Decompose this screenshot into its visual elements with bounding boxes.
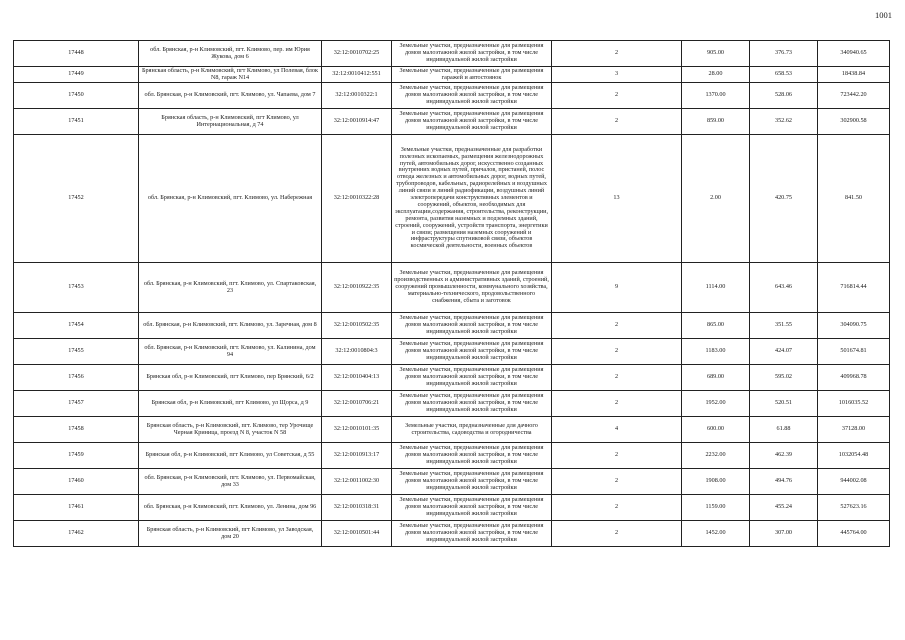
cell-group: 2 (552, 521, 682, 547)
cell-unit-value: 420.75 (750, 135, 818, 263)
cell-area: 2.00 (682, 135, 750, 263)
cell-unit-value: 595.02 (750, 365, 818, 391)
cell-unit-value: 643.46 (750, 263, 818, 313)
cell-cadastral-value: 841.50 (818, 135, 890, 263)
table-row (14, 495, 890, 521)
cell-cadastral-value: 1032054.48 (818, 443, 890, 469)
cell-cadastral-number: 32:12:0010913:17 (322, 443, 392, 469)
cell-number: 17459 (14, 443, 139, 469)
cell-purpose: Земельные участки, предназначенные для размещения домов малоэтажной жилой застройки, в том числе индивидуальной жилой застройки (392, 443, 552, 469)
table-row (14, 263, 890, 313)
cell-cadastral-value: 716814.44 (818, 263, 890, 313)
cell-group: 2 (552, 443, 682, 469)
table-row (14, 391, 890, 417)
cell-address: Брянская область, р-н Климовский, пгт. Климово, тер Урочище Черная Криница, проезд N 8, участок N 58 (139, 417, 322, 443)
cell-cadastral-number: 32:12:0010702:25 (322, 41, 392, 67)
cell-area: 859.00 (682, 109, 750, 135)
cell-purpose: Земельные участки, предназначенные для размещения домов малоэтажной жилой застройки, в том числе индивидуальной жилой застройки (392, 339, 552, 365)
cell-number: 17458 (14, 417, 139, 443)
cell-area: 905.00 (682, 41, 750, 67)
cell-unit-value: 528.06 (750, 83, 818, 109)
cell-area: 1183.00 (682, 339, 750, 365)
cell-purpose: Земельные участки, предназначенные для размещения домов малоэтажной жилой застройки, в том числе индивидуальной жилой застройки (392, 109, 552, 135)
cell-number: 17455 (14, 339, 139, 365)
cell-cadastral-number: 32:12:0010404:13 (322, 365, 392, 391)
cell-address: обл. Брянская, р-н Климовский, пгт. Климово, ул. Спартаковская, 23 (139, 263, 322, 313)
cell-number: 17451 (14, 109, 139, 135)
cell-address: обл. Брянская, р-н Климовский, пгт. Климово, ул. Калинина, дом 94 (139, 339, 322, 365)
table-row (14, 67, 890, 83)
cell-cadastral-value: 340940.65 (818, 41, 890, 67)
cell-number: 17456 (14, 365, 139, 391)
cell-address: Брянская область, р-н Климовский, пгт Климово, ул Заводская, дом 20 (139, 521, 322, 547)
cell-group: 9 (552, 263, 682, 313)
cell-area: 600.00 (682, 417, 750, 443)
cell-group: 2 (552, 495, 682, 521)
cell-cadastral-number: 32:12:0010322:1 (322, 83, 392, 109)
cell-unit-value: 455.24 (750, 495, 818, 521)
cell-address: обл. Брянская, р-н Климовский, пгт. Климово, ул. Заречная, дом 8 (139, 313, 322, 339)
cell-purpose: Земельные участки, предназначенные для размещения домов малоэтажной жилой застройки, в том числе индивидуальной жилой застройки (392, 469, 552, 495)
table-body (14, 41, 890, 547)
cell-purpose: Земельные участки, предназначенные для размещения производственных и административных зданий, строений, сооружений промышленности, коммунального хозяйства, материально-технического, продовольственного снабжения, сбыта и заготовок (392, 263, 552, 313)
cell-cadastral-number: 32:12:0010101:35 (322, 417, 392, 443)
cell-purpose: Земельные участки, предназначенные для размещения домов малоэтажной жилой застройки, в том числе индивидуальной жилой застройки (392, 391, 552, 417)
page-number: 1001 (875, 10, 892, 20)
table-row (14, 521, 890, 547)
table-row (14, 469, 890, 495)
cell-group: 3 (552, 67, 682, 83)
cell-unit-value: 424.07 (750, 339, 818, 365)
cell-cadastral-number: 32:12:0010322:28 (322, 135, 392, 263)
table-row (14, 339, 890, 365)
cell-number: 17452 (14, 135, 139, 263)
cell-cadastral-value: 723442.20 (818, 83, 890, 109)
cell-purpose: Земельные участки, предназначенные для дачного строительства, садоводства и огородничества (392, 417, 552, 443)
cell-number: 17461 (14, 495, 139, 521)
cell-unit-value: 658.53 (750, 67, 818, 83)
cell-cadastral-value: 18438.84 (818, 67, 890, 83)
cell-unit-value: 352.62 (750, 109, 818, 135)
cell-purpose: Земельные участки, предназначенные для размещения домов малоэтажной жилой застройки, в том числе индивидуальной жилой застройки (392, 521, 552, 547)
cell-unit-value: 520.51 (750, 391, 818, 417)
cell-group: 2 (552, 365, 682, 391)
cell-area: 2232.00 (682, 443, 750, 469)
cell-purpose: Земельные участки, предназначенные для разработки полезных ископаемых, размещения железнодорожных путей, автомобильных дорог, искусственно созданных внутренних водных путей, причалов, пристаней, полос отвода железных и автомобильных дорог, водных путей, трубопроводов, кабельных, радиорелейных и воздушных линий связи и линий радиофикации, воздушных линий электропередачи конструктивных элементов и сооружений, объектов, необходимых для эксплуатации,содержания, строительства, реконструкции, ремонта, развития наземных и подземных зданий, строений, сооружений, устройств транспорта, энергетики и связи; размещения наземных сооружений и инфраструктуры спутниковой связи, объектов космической деятельности, военных объектов (392, 135, 552, 263)
cell-cadastral-number: 32:12:0010318:31 (322, 495, 392, 521)
table-row (14, 313, 890, 339)
cell-purpose: Земельные участки, предназначенные для размещения домов малоэтажной жилой застройки, в том числе индивидуальной жилой застройки (392, 365, 552, 391)
table-row (14, 417, 890, 443)
cell-group: 2 (552, 469, 682, 495)
cell-cadastral-value: 37128.00 (818, 417, 890, 443)
cell-area: 28.00 (682, 67, 750, 83)
cell-unit-value: 494.76 (750, 469, 818, 495)
cell-address: Брянская обл, р-н Климовский, пгт Климово, пер Брянский, 6/2 (139, 365, 322, 391)
cell-number: 17450 (14, 83, 139, 109)
cell-group: 4 (552, 417, 682, 443)
cell-area: 1114.00 (682, 263, 750, 313)
cell-address: обл. Брянская, р-н Климовский, пгт. Климово, ул. Ленина, дом 96 (139, 495, 322, 521)
cell-group: 2 (552, 83, 682, 109)
cell-number: 17462 (14, 521, 139, 547)
cell-area: 1452.00 (682, 521, 750, 547)
cell-cadastral-number: 32:12:0010914:47 (322, 109, 392, 135)
cell-purpose: Земельные участки, предназначенные для размещения домов малоэтажной жилой застройки, в том числе индивидуальной жилой застройки (392, 41, 552, 67)
cell-cadastral-number: 32:12:0010412:551 (322, 67, 392, 83)
cell-cadastral-number: 32:12:0010501:44 (322, 521, 392, 547)
cell-purpose: Земельные участки, предназначенные для размещения домов малоэтажной жилой застройки, в том числе индивидуальной жилой застройки (392, 83, 552, 109)
cell-address: обл. Брянская, р-н Климовский, пгт. Климово, ул. Чапаева, дом 7 (139, 83, 322, 109)
table-row (14, 83, 890, 109)
cell-group: 2 (552, 313, 682, 339)
cell-purpose: Земельные участки, предназначенные для размещения домов малоэтажной жилой застройки, в том числе индивидуальной жилой застройки (392, 313, 552, 339)
cell-cadastral-value: 409968.78 (818, 365, 890, 391)
table-row (14, 41, 890, 67)
cell-number: 17453 (14, 263, 139, 313)
cell-group: 2 (552, 391, 682, 417)
cell-cadastral-number: 32:12:0011002:30 (322, 469, 392, 495)
cell-cadastral-value: 527623.16 (818, 495, 890, 521)
cell-address: Брянская область, р-н Климовский, пгт Климово, ул Полевая, блок N8, гараж N14 (139, 67, 322, 83)
cell-purpose: Земельные участки, предназначенные для размещения гаражей и автостоянок (392, 67, 552, 83)
cell-group: 2 (552, 109, 682, 135)
land-plots-table (13, 40, 890, 547)
table-row (14, 135, 890, 263)
cell-area: 865.00 (682, 313, 750, 339)
cell-cadastral-value: 1016035.52 (818, 391, 890, 417)
cell-number: 17454 (14, 313, 139, 339)
cell-unit-value: 351.55 (750, 313, 818, 339)
cell-area: 1370.00 (682, 83, 750, 109)
cell-area: 1159.00 (682, 495, 750, 521)
table-row (14, 443, 890, 469)
cell-cadastral-value: 501674.81 (818, 339, 890, 365)
cell-area: 689.00 (682, 365, 750, 391)
cell-group: 2 (552, 339, 682, 365)
cell-number: 17457 (14, 391, 139, 417)
cell-number: 17448 (14, 41, 139, 67)
cell-number: 17460 (14, 469, 139, 495)
cell-unit-value: 307.00 (750, 521, 818, 547)
cell-number: 17449 (14, 67, 139, 83)
cell-address: Брянская обл, р-н Климовский, пгт Климово, ул Советская, д 55 (139, 443, 322, 469)
cell-cadastral-value: 445764.00 (818, 521, 890, 547)
cell-area: 1952.00 (682, 391, 750, 417)
cell-address: Брянская область, р-н Климовский, пгт Климово, ул Интернациональная, д 74 (139, 109, 322, 135)
cell-address: обл. Брянская, р-н Климовский, пгт. Климово, ул. Набережная (139, 135, 322, 263)
cell-address: обл. Брянская, р-н Климовский, пгт. Климово, ул. Первомайская, дом 33 (139, 469, 322, 495)
cell-purpose: Земельные участки, предназначенные для размещения домов малоэтажной жилой застройки, в том числе индивидуальной жилой застройки (392, 495, 552, 521)
cell-cadastral-number: 32:12:0010706:21 (322, 391, 392, 417)
cell-group: 13 (552, 135, 682, 263)
cell-cadastral-number: 32:12:0010922:35 (322, 263, 392, 313)
cell-group: 2 (552, 41, 682, 67)
cell-address: Брянская обл, р-н Климовский, пгт Климово, ул Щорса, д 9 (139, 391, 322, 417)
table-row (14, 365, 890, 391)
table-row (14, 109, 890, 135)
cell-cadastral-value: 944002.08 (818, 469, 890, 495)
cell-cadastral-value: 302900.58 (818, 109, 890, 135)
cell-address: обл. Брянская, р-н Климовский, пгт. Климово, пер. им Юрия Жукова, дом 6 (139, 41, 322, 67)
cell-unit-value: 61.88 (750, 417, 818, 443)
cell-cadastral-number: 32:12:0010502:35 (322, 313, 392, 339)
cell-cadastral-value: 304090.75 (818, 313, 890, 339)
cell-cadastral-number: 32:12:0010804:3 (322, 339, 392, 365)
cell-unit-value: 462.39 (750, 443, 818, 469)
cell-unit-value: 376.73 (750, 41, 818, 67)
cell-area: 1908.00 (682, 469, 750, 495)
